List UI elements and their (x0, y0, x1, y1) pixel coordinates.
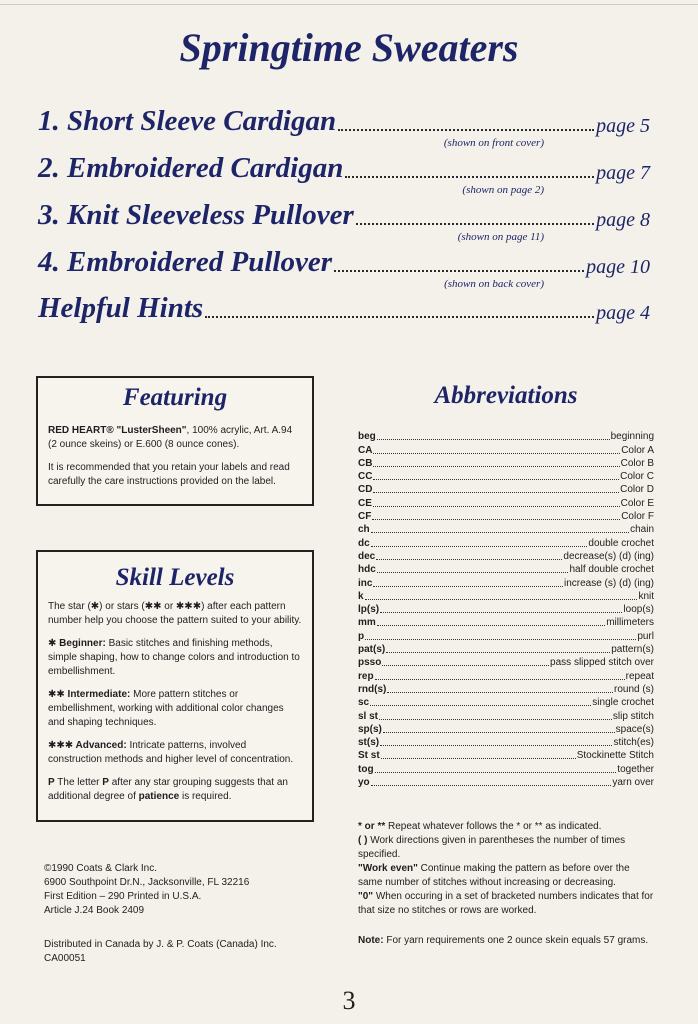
toc-title: 2. Embroidered Cardigan (38, 152, 344, 184)
abbreviation-term: yo (358, 777, 370, 789)
toc-note: (shown on page 11) (457, 231, 544, 243)
abbreviation-row (358, 669, 654, 682)
abbreviation-row (358, 523, 654, 536)
abbreviation-meaning: double crochet (588, 537, 654, 549)
abbreviation-row (358, 496, 654, 509)
abbreviation-row (358, 616, 654, 629)
top-edge-rule (0, 4, 698, 5)
product-name: RED HEART® "LusterSheen" (48, 425, 187, 436)
abbreviation-row (358, 643, 654, 656)
abbreviations-heading: Abbreviations (434, 382, 578, 409)
abbreviation-row (358, 563, 654, 576)
skill-levels-heading: Skill Levels (115, 564, 235, 591)
toc-leader (356, 223, 594, 225)
abbreviation-meaning: slip stitch (612, 710, 654, 722)
abbreviation-row (358, 749, 654, 762)
toc-page: page 10 (586, 256, 650, 278)
abbreviation-term: CD (358, 484, 373, 496)
abbreviation-leader (365, 639, 636, 640)
abbreviation-row (358, 483, 654, 496)
abbreviation-row (358, 696, 654, 709)
abbreviation-row (358, 576, 654, 589)
abbreviation-meaning: Color B (620, 457, 654, 469)
yarn-note-label: Note: (358, 935, 384, 946)
skill-levels-box (36, 550, 314, 822)
address-line: 6900 Southpoint Dr.N., Jacksonville, FL 32216 (44, 877, 250, 888)
abbreviation-leader (370, 705, 591, 706)
yarn-note-text: For yarn requirements one 2 ounce skein equals 57 grams. (383, 935, 649, 946)
abbreviation-row (358, 603, 654, 616)
abbreviation-meaning: repeat (625, 670, 654, 682)
notes-section (358, 820, 654, 918)
note-work-even (358, 862, 654, 890)
toc-entry-2 (38, 152, 650, 198)
toc-title: 3. Knit Sleeveless Pullover (38, 199, 354, 231)
copyright-line: ©1990 Coats & Clark Inc. (44, 863, 157, 874)
abbreviation-leader (371, 546, 588, 547)
abbreviation-term: CF (358, 511, 372, 523)
abbreviation-meaning: chain (630, 524, 654, 536)
toc-entry-3 (38, 199, 650, 245)
abbreviation-term: k (358, 590, 364, 602)
toc-page: page 4 (596, 302, 650, 324)
abbreviation-term: sl st (358, 710, 379, 722)
abbreviation-leader (373, 586, 563, 587)
abbreviation-leader (377, 439, 610, 440)
abbreviation-row (358, 762, 654, 775)
abbreviation-leader (373, 479, 619, 480)
toc-title: Helpful Hints (38, 292, 204, 324)
abbreviation-term: CA (358, 444, 373, 456)
abbreviation-term: hdc (358, 564, 376, 576)
abbreviation-leader (365, 599, 638, 600)
abbreviation-leader (377, 625, 605, 626)
abbreviation-row (358, 550, 654, 563)
abbreviation-meaning: pass slipped stitch over (550, 657, 654, 669)
abbreviation-row (358, 457, 654, 470)
skill-intro: The star (✱) or stars (✱✱ or ✱✱✱) after each pattern number help you choose the pattern suited to your ability. (48, 601, 302, 626)
abbreviation-term: rep (358, 670, 374, 682)
abbreviation-term: p (358, 630, 365, 642)
note-text: Continue making the pattern as before over the same number of stitches without increasing or decreasing. (358, 863, 630, 888)
abbreviation-leader (373, 466, 619, 467)
abbreviation-meaning: increase (s) (d) (ing) (563, 577, 654, 589)
abbreviation-term: dc (358, 537, 370, 549)
intermediate-text: More pattern stitches or embellishment, working with additional color changes and shaping techniques. (48, 689, 284, 728)
abbreviation-meaning: Color D (620, 484, 654, 496)
abbreviation-meaning: millimeters (606, 617, 654, 629)
note-text: Repeat whatever follows the * or ** as indicated. (385, 821, 602, 832)
abbreviation-leader (373, 453, 620, 454)
toc-note: (shown on back cover) (444, 278, 544, 290)
note-parentheses (358, 834, 654, 862)
abbreviation-term: tog (358, 763, 374, 775)
abbreviation-term: mm (358, 617, 376, 629)
note-label: ( ) (358, 835, 368, 846)
abbreviation-term: psso (358, 657, 382, 669)
distributor-line: Distributed in Canada by J. & P. Coats (Canada) Inc. (44, 939, 277, 950)
abbreviation-meaning: space(s) (615, 723, 654, 735)
abbreviation-term: pat(s) (358, 644, 386, 656)
abbreviation-meaning: round (s) (613, 683, 654, 695)
abbreviation-term: rnd(s) (358, 683, 387, 695)
article-line: Article J.24 Book 2409 (44, 905, 145, 916)
abbreviation-row (358, 709, 654, 722)
abbreviation-row (358, 629, 654, 642)
abbreviation-leader (380, 612, 622, 613)
abbreviation-row (358, 776, 654, 789)
beginner-text: Basic stitches and finishing methods, simple shaping, how to change colors and introduction to embellishment. (48, 638, 300, 677)
abbreviation-meaning: Stockinette Stitch (576, 750, 654, 762)
abbreviation-term: CC (358, 471, 373, 483)
p-text: is required. (179, 791, 232, 802)
abbreviation-term: lp(s) (358, 604, 380, 616)
toc-entry-1 (38, 105, 650, 151)
abbreviation-meaning: loop(s) (623, 604, 654, 616)
skill-intermediate (48, 688, 302, 730)
abbreviation-row (358, 443, 654, 456)
abbreviation-leader (386, 652, 610, 653)
abbreviation-row (358, 510, 654, 523)
abbreviation-meaning: half double crochet (569, 564, 654, 576)
abbreviation-term: sp(s) (358, 723, 382, 735)
abbreviation-meaning: pattern(s) (611, 644, 654, 656)
catalog-code: CA00051 (44, 953, 86, 964)
abbreviation-leader (387, 692, 613, 693)
abbreviation-term: ch (358, 524, 370, 536)
note-label: * or ** (358, 821, 386, 832)
abbreviation-leader (372, 519, 620, 520)
abbreviation-meaning: purl (637, 630, 654, 642)
advanced-text: Intricate patterns, involved construction methods and higher level of concentration. (48, 740, 294, 765)
p-label: P (48, 777, 55, 788)
toc-leader (205, 316, 594, 318)
p-bold: P (102, 777, 109, 788)
note-repeat (358, 820, 654, 834)
abbreviation-term: st(s) (358, 737, 380, 749)
page-title: Springtime Sweaters (179, 25, 519, 70)
abbreviation-leader (376, 559, 562, 560)
abbreviation-leader (371, 532, 629, 533)
abbreviation-term: inc (358, 577, 373, 589)
abbreviation-leader (382, 665, 549, 666)
abbreviation-row (358, 723, 654, 736)
abbreviations-list (358, 430, 654, 789)
abbreviation-row (358, 590, 654, 603)
toc-leader (334, 270, 584, 272)
abbreviation-leader (375, 772, 617, 773)
abbreviation-term: dec (358, 550, 376, 562)
toc-title: 1. Short Sleeve Cardigan (38, 105, 337, 137)
abbreviation-leader (373, 492, 619, 493)
toc-entry-4 (38, 246, 650, 292)
featuring-product (48, 424, 302, 452)
abbreviation-row (358, 656, 654, 669)
toc-page: page 7 (596, 162, 650, 184)
toc-note: (shown on page 2) (462, 184, 544, 196)
abbreviation-leader (373, 506, 620, 507)
abbreviation-meaning: Color F (621, 511, 654, 523)
abbreviation-row (358, 683, 654, 696)
abbreviation-meaning: yarn over (612, 777, 654, 789)
beginner-label: ✱ Beginner: (48, 638, 106, 649)
note-text: When occuring in a set of bracketed numbers indicates that for that size no stitches or rows are worked. (358, 891, 654, 916)
toc-leader (345, 176, 594, 178)
patience-word: patience (138, 791, 180, 802)
p-text: after any star grouping suggests that an additional degree of (48, 777, 288, 802)
abbreviation-meaning: Color C (620, 471, 654, 483)
yarn-note (358, 934, 654, 948)
abbreviation-leader (379, 719, 612, 720)
featuring-heading: Featuring (122, 384, 228, 411)
abbreviation-meaning: single crochet (592, 697, 654, 709)
page-number: 3 (342, 986, 356, 1015)
p-text: The letter (54, 777, 103, 788)
abbreviation-meaning: Color E (620, 497, 654, 509)
distribution-block (44, 938, 324, 966)
abbreviation-meaning: stitch(es) (613, 737, 654, 749)
skill-advanced (48, 739, 302, 767)
abbreviation-term: beg (358, 431, 376, 443)
abbreviation-meaning: Color A (621, 444, 654, 456)
abbreviation-row (358, 430, 654, 443)
note-text: Work directions given in parentheses the number of times specified. (358, 835, 626, 860)
featuring-recommendation: It is recommended that you retain your labels and read carefully the care instructions provided on the label. (48, 462, 290, 487)
product-details: , 100% acrylic, Art. A.94 (2 ounce skeins) or E.600 (8 ounce cones). (48, 425, 293, 450)
abbreviation-term: St st (358, 750, 380, 762)
abbreviation-leader (380, 745, 612, 746)
toc-entry-5 (38, 292, 650, 325)
toc-note: (shown on front cover) (443, 137, 544, 149)
toc-title: 4. Embroidered Pullover (38, 246, 333, 278)
toc-leader (338, 129, 594, 131)
abbreviation-leader (375, 679, 625, 680)
abbreviation-row (358, 736, 654, 749)
skill-beginner (48, 637, 302, 679)
abbreviation-row (358, 470, 654, 483)
abbreviation-leader (381, 758, 576, 759)
abbreviation-meaning: beginning (610, 431, 654, 443)
abbreviation-term: sc (358, 697, 370, 709)
toc-page: page 5 (596, 115, 650, 137)
note-label: "Work even" (358, 863, 418, 874)
featuring-box (36, 376, 314, 506)
advanced-label: ✱✱✱ Advanced: (48, 740, 127, 751)
abbreviation-term: CB (358, 457, 373, 469)
note-zero (358, 890, 654, 918)
copyright-block (44, 862, 324, 918)
abbreviation-leader (383, 732, 615, 733)
toc-page: page 8 (596, 209, 650, 231)
abbreviation-row (358, 536, 654, 549)
abbreviation-leader (371, 785, 612, 786)
abbreviation-meaning: together (617, 763, 654, 775)
note-label: "0" (358, 891, 374, 902)
edition-line: First Edition – 290 Printed in U.S.A. (44, 891, 202, 902)
abbreviation-meaning: decrease(s) (d) (ing) (563, 550, 654, 562)
abbreviation-leader (377, 572, 569, 573)
skill-patience (48, 776, 302, 804)
abbreviation-term: CE (358, 497, 372, 509)
intermediate-label: ✱✱ Intermediate: (48, 689, 131, 700)
abbreviation-meaning: knit (638, 590, 654, 602)
